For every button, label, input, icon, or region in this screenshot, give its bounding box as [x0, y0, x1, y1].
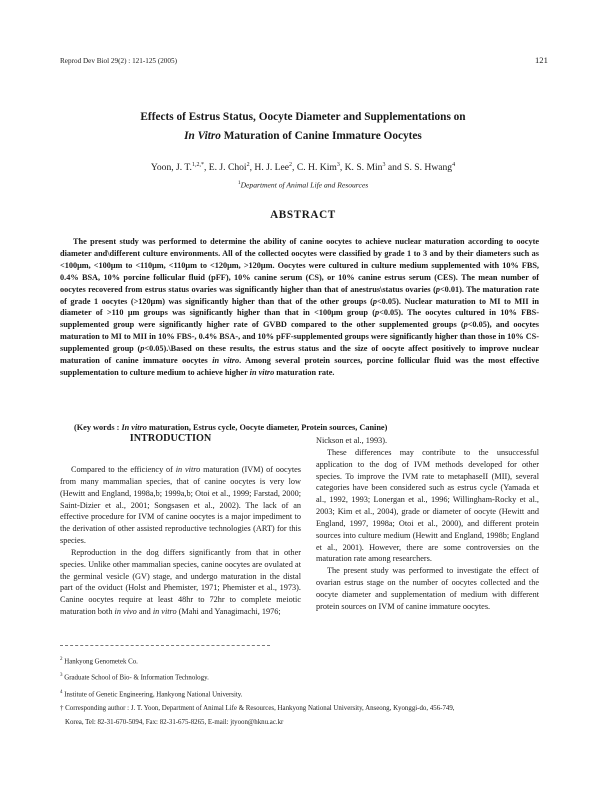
- footnote-marker: 2: [60, 657, 63, 662]
- introduction-heading: INTRODUCTION: [129, 433, 212, 444]
- keywords-italic: In vitro: [121, 423, 147, 432]
- affiliation: [60, 180, 546, 190]
- abstract-text: <0.05), and oocytes maturation to MI to MII in 10% FBS-, 0.4% BSA-, and 10% pFF-supplemented groups were significantly higher than those in 10% CS-supplemented group (: [60, 320, 539, 354]
- paragraph-text: maturation (IVM) of oocytes from many mammalian species, that of canine oocytes is very low (Hewitt and England, 1998a,b; 1999a,b; Otoi et al., 1999; Farstad, 2000; Saint-Dizier et al., 2001; Songsasen et al., 2002). The lack of an effective procedure for IVM of canine oocytes is a major impediment to the derivation of other assisted reproductive technologies (ART) for this species.: [60, 465, 301, 546]
- keywords-label: (Key words :: [74, 423, 122, 432]
- italic-text: in vitro: [175, 465, 201, 474]
- footnote-corresponding-contact: Korea, Tel: 82-31-670-5094, Fax: 82-31-675-8265, E-mail: jtyoon@hknu.ac.kr: [65, 718, 284, 726]
- author-sup: 2: [246, 162, 250, 168]
- abstract-italic: p: [463, 320, 468, 330]
- abstract-text: <0.05).\Based on these results, the estrus status and the size of oocyte affect positively to improve nuclear maturation of canine immature oocytes: [60, 344, 539, 366]
- author: , E. J. Choi: [203, 162, 247, 174]
- author-sup: 3: [336, 162, 340, 168]
- paragraph-text: Reproduction in the dog differs significantly from that in other species. Unlike other mammalian species, canine oocytes are ovulated at the germinal vesicle (GV) stage, and undergo maturation in the distal part of the oviduct (Holst and Phemister, 1971; Phemister et al., 1973). Canine oocytes require at least 48hr to 72hr to complete meiotic maturation both: [60, 547, 301, 617]
- abstract-italic: p: [375, 308, 380, 318]
- abstract-text: The present study was performed to determine the ability of canine oocytes to achieve nuclear maturation according to oocyte diameter and\different culture environments. All of the collected oocytes were classified by grade 1 to 3 and by their diameters such as <100μm, <100μm to <110μm, <110μm to <120μm, >120μm. Oocytes were cultured in culture medium supplemented with 10% FBS, 0.4% BSA, 10% porcine follicular fluid (pFF), 10% canine serum (CS), or 10% canine estrus serum (CES). The mean number of oocytes recovered from estrus status ovaries was significantly higher than that of anestrus\status ovaries (: [60, 237, 539, 294]
- footnote: [60, 669, 540, 685]
- title-italic: In Vitro: [184, 129, 221, 142]
- paragraph: [60, 464, 301, 547]
- author-sup: 3: [382, 162, 386, 168]
- author-sup: 4: [452, 162, 456, 168]
- abstract-italic: in vitro: [249, 367, 275, 377]
- footnote-marker: 3: [60, 673, 63, 679]
- footnote-marker: 4: [60, 689, 63, 695]
- abstract-text: <0.01). The maturation rate of grade 1 oocytes (>120μm) was significantly higher than that of the other groups (: [60, 284, 539, 306]
- keywords-text: maturation, Estrus cycle, Oocyte diameter, Protein sources, Canine): [146, 423, 388, 432]
- paragraph: The present study was performed to investigate the effect of ovarian estrus stage on the number of oocytes collected and the oocyte diameter and supplementation of medium with different protein sources on IVM of canine immature oocytes.: [316, 566, 539, 611]
- paragraph: [60, 547, 301, 618]
- abstract-italic: in vitro: [212, 356, 240, 366]
- keywords: [74, 423, 539, 432]
- abstract-italic: p: [435, 284, 440, 294]
- affiliation-text: Department of Animal Life and Resources: [240, 180, 369, 190]
- paragraph-text: and: [136, 607, 153, 617]
- footnote: [60, 686, 540, 702]
- paragraph: These differences may contribute to the unsuccessful application to the dog of IVM methods developed for other species. To improve the IVM rate to metaphaseII (MII), several categories have been considered such as estrus cycle (Yamada et al., 1992, 1993; Lonergan et al., 1996; Willingham-Rocky et al., 2003; Kim et al., 2004), grade or diameter of oocyte (Hewitt and England, 1997, 1998a; Otoi et al., 2000), and different protein sources into culture medium (Hewitt and England, 1998b; England et al., 2001). However, there are some controversies on the maturation rate among researchers.: [316, 447, 539, 564]
- abstract-italic: p: [140, 344, 145, 354]
- footnote-text: Graduate School of Bio- & Information Technology.: [62, 674, 209, 682]
- abstract-body: [60, 236, 539, 379]
- author: Yoon, J. T.: [150, 162, 192, 174]
- italic-text: in vitro: [152, 607, 177, 617]
- abstract-text: maturation rate.: [274, 367, 335, 377]
- author: , H. J. Lee: [249, 162, 290, 174]
- abstract-text: <0.05). The oocytes cultured in 10% FBS-supplemented group were significantly higher rate of GVBD compared to the other supplemented groups (: [60, 308, 539, 330]
- author: , C. H. Kim: [292, 162, 337, 174]
- author: , K. S. Min: [339, 162, 383, 174]
- title-line-2-rest: Maturation of Canine Immature Oocytes: [220, 129, 422, 142]
- left-column: [60, 464, 301, 618]
- footnote: [60, 653, 540, 669]
- paragraph-text: (Mahi and Yanagimachi, 1976;: [176, 607, 281, 617]
- author-list: [60, 162, 546, 173]
- title-line-1: Effects of Estrus Status, Oocyte Diameter and Supplementations on: [140, 111, 466, 123]
- footnote-divider: [60, 645, 270, 646]
- footnote-text: Corresponding author : J. T. Yoon, Department of Animal Life & Resources, Hankyong National University, Anseong, Kyonggi-do, 456-749,: [63, 704, 455, 712]
- paragraph-continued: Nickson et al., 1993).: [316, 436, 388, 445]
- abstract-italic: p: [372, 296, 377, 306]
- footnote-text: Institute of Genetic Engineering, Hankyong National University.: [62, 690, 243, 698]
- footnote-text: Hankyong Genometek Co.: [62, 658, 138, 666]
- title-line-2: [60, 127, 546, 146]
- abstract-text: . Among several protein sources, porcine follicular fluid was the most effective supplementation to culture medium to achieve higher: [60, 356, 539, 377]
- footnotes: [60, 653, 540, 730]
- footnote-marker: †: [60, 704, 64, 712]
- italic-text: in vivo: [114, 607, 137, 617]
- page-number: 121: [535, 55, 548, 65]
- abstract-text: <0.05). Nuclear maturation to MI to MII in diameter of >110 μm groups was significantly higher than that in <100μm group (: [60, 296, 539, 318]
- author-sup: 2: [289, 162, 293, 168]
- affiliation-sup: 1: [237, 180, 241, 186]
- paper-title: [60, 108, 546, 145]
- paragraph-text: Compared to the efficiency of: [71, 465, 176, 474]
- author: and S. S. Hwang: [385, 162, 453, 174]
- footnote-corresponding: [60, 702, 540, 716]
- abstract-heading: ABSTRACT: [270, 209, 336, 221]
- running-head: Reprod Dev Biol 29(2) : 121-125 (2005): [60, 57, 177, 65]
- author-sup: 1,2,*: [191, 162, 204, 168]
- right-column: [316, 435, 539, 613]
